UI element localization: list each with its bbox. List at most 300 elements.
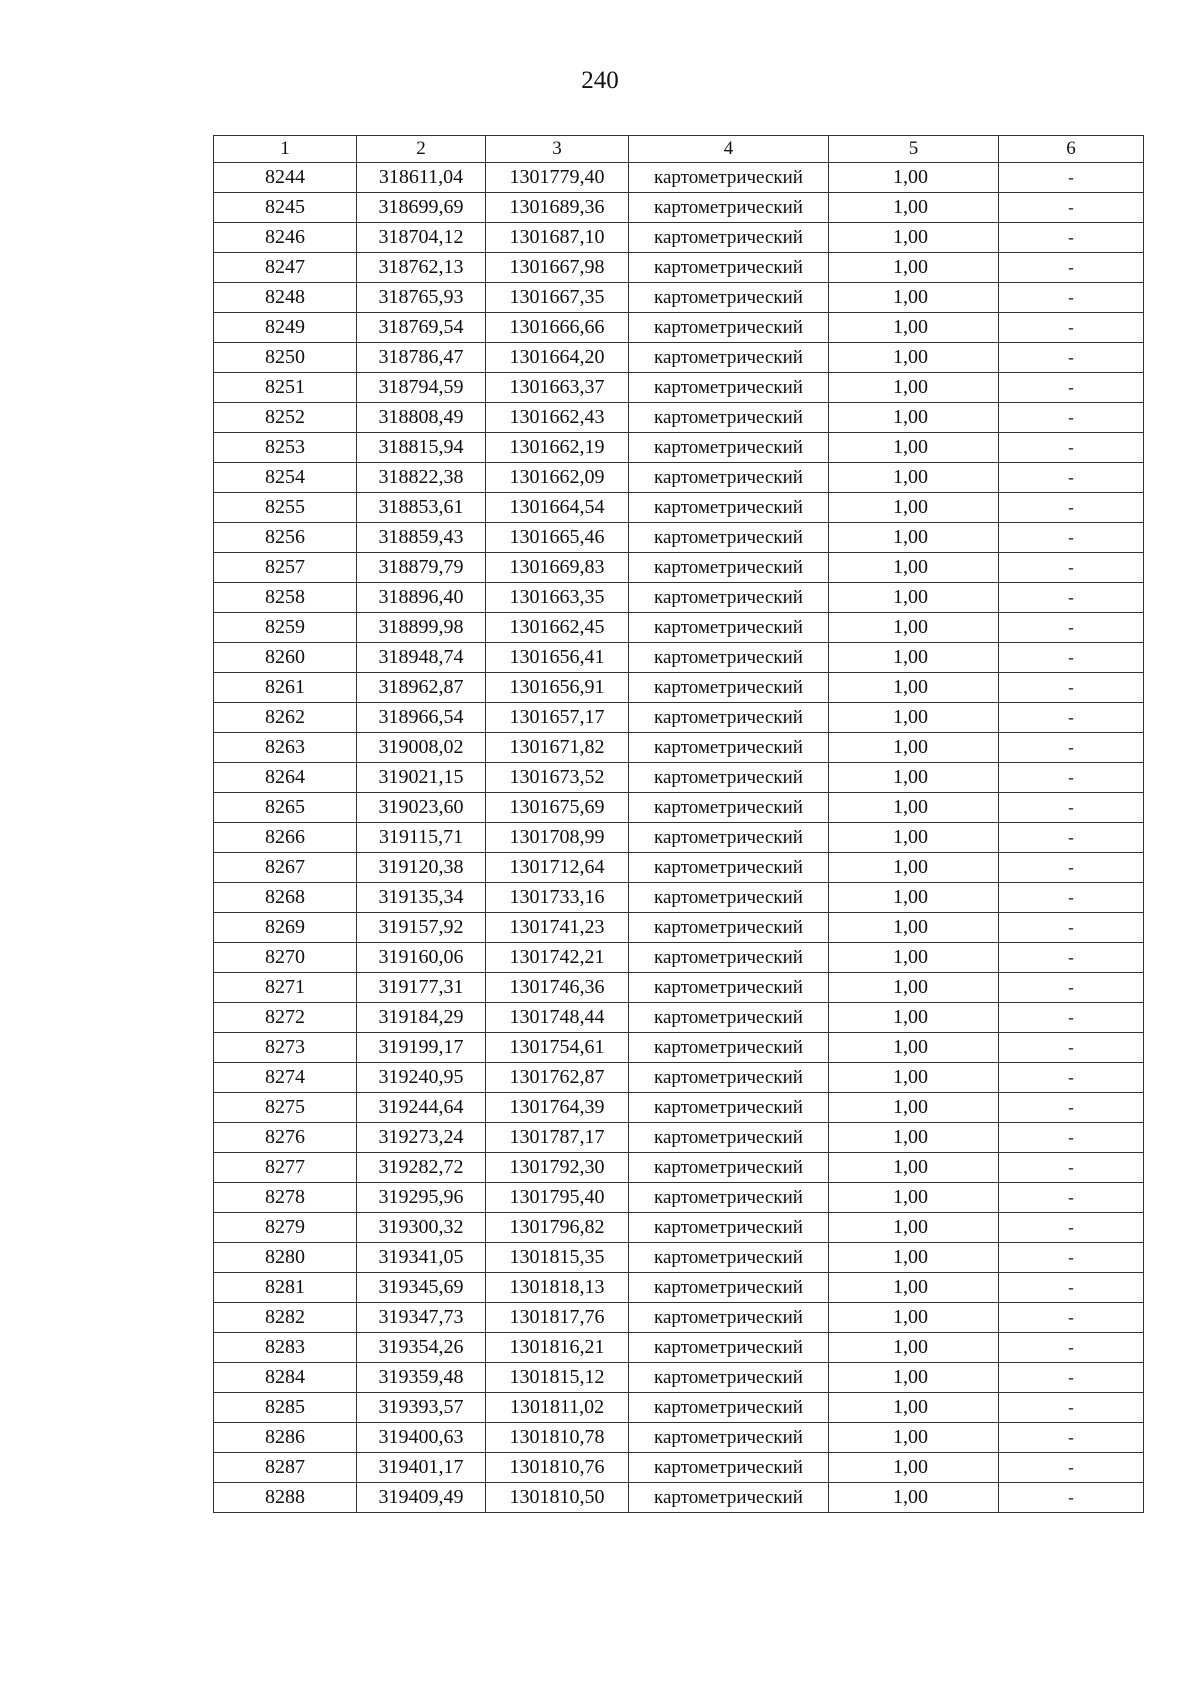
table-row xyxy=(214,583,1144,613)
accuracy-cell: 1,00 xyxy=(829,853,999,883)
accuracy-cell: 1,00 xyxy=(829,1153,999,1183)
x-coordinate-cell: 319120,38 xyxy=(357,853,486,883)
point-number-cell: 8254 xyxy=(214,463,357,493)
x-coordinate-cell: 319135,34 xyxy=(357,883,486,913)
point-number-cell: 8258 xyxy=(214,583,357,613)
x-coordinate-cell: 319240,95 xyxy=(357,1063,486,1093)
point-number-cell: 8277 xyxy=(214,1153,357,1183)
method-cell: картометрический xyxy=(629,793,829,823)
x-coordinate-cell: 319273,24 xyxy=(357,1123,486,1153)
x-coordinate-cell: 319347,73 xyxy=(357,1303,486,1333)
note-cell: - xyxy=(999,403,1144,433)
x-coordinate-cell: 318899,98 xyxy=(357,613,486,643)
table-row xyxy=(214,793,1144,823)
header-point-number: 1 xyxy=(214,136,357,163)
note-cell: - xyxy=(999,1123,1144,1153)
x-coordinate-cell: 318808,49 xyxy=(357,403,486,433)
note-cell: - xyxy=(999,1393,1144,1423)
method-cell: картометрический xyxy=(629,343,829,373)
y-coordinate-cell: 1301665,46 xyxy=(486,523,629,553)
note-cell: - xyxy=(999,373,1144,403)
accuracy-cell: 1,00 xyxy=(829,193,999,223)
y-coordinate-cell: 1301667,35 xyxy=(486,283,629,313)
point-number-cell: 8251 xyxy=(214,373,357,403)
accuracy-cell: 1,00 xyxy=(829,1003,999,1033)
method-cell: картометрический xyxy=(629,883,829,913)
x-coordinate-cell: 319359,48 xyxy=(357,1363,486,1393)
accuracy-cell: 1,00 xyxy=(829,1423,999,1453)
point-number-cell: 8261 xyxy=(214,673,357,703)
accuracy-cell: 1,00 xyxy=(829,793,999,823)
accuracy-cell: 1,00 xyxy=(829,613,999,643)
table-row xyxy=(214,763,1144,793)
x-coordinate-cell: 319021,15 xyxy=(357,763,486,793)
point-number-cell: 8271 xyxy=(214,973,357,1003)
table-row xyxy=(214,553,1144,583)
point-number-cell: 8260 xyxy=(214,643,357,673)
method-cell: картометрический xyxy=(629,1363,829,1393)
point-number-cell: 8249 xyxy=(214,313,357,343)
note-cell: - xyxy=(999,883,1144,913)
table-row xyxy=(214,463,1144,493)
point-number-cell: 8247 xyxy=(214,253,357,283)
y-coordinate-cell: 1301748,44 xyxy=(486,1003,629,1033)
x-coordinate-cell: 318704,12 xyxy=(357,223,486,253)
note-cell: - xyxy=(999,1033,1144,1063)
y-coordinate-cell: 1301817,76 xyxy=(486,1303,629,1333)
note-cell: - xyxy=(999,913,1144,943)
table-row xyxy=(214,1243,1144,1273)
x-coordinate-cell: 318769,54 xyxy=(357,313,486,343)
x-coordinate-cell: 319409,49 xyxy=(357,1483,486,1513)
table-row xyxy=(214,283,1144,313)
x-coordinate-cell: 319244,64 xyxy=(357,1093,486,1123)
y-coordinate-cell: 1301764,39 xyxy=(486,1093,629,1123)
x-coordinate-cell: 319008,02 xyxy=(357,733,486,763)
y-coordinate-cell: 1301792,30 xyxy=(486,1153,629,1183)
x-coordinate-cell: 319295,96 xyxy=(357,1183,486,1213)
note-cell: - xyxy=(999,1273,1144,1303)
y-coordinate-cell: 1301671,82 xyxy=(486,733,629,763)
accuracy-cell: 1,00 xyxy=(829,913,999,943)
table-row xyxy=(214,1483,1144,1513)
table-row xyxy=(214,313,1144,343)
note-cell: - xyxy=(999,283,1144,313)
x-coordinate-cell: 319184,29 xyxy=(357,1003,486,1033)
note-cell: - xyxy=(999,1243,1144,1273)
header-x-coordinate: 2 xyxy=(357,136,486,163)
header-note: 6 xyxy=(999,136,1144,163)
table-row xyxy=(214,1063,1144,1093)
table-row xyxy=(214,1153,1144,1183)
y-coordinate-cell: 1301662,43 xyxy=(486,403,629,433)
note-cell: - xyxy=(999,703,1144,733)
accuracy-cell: 1,00 xyxy=(829,703,999,733)
accuracy-cell: 1,00 xyxy=(829,1213,999,1243)
method-cell: картометрический xyxy=(629,1003,829,1033)
x-coordinate-cell: 319354,26 xyxy=(357,1333,486,1363)
point-number-cell: 8276 xyxy=(214,1123,357,1153)
point-number-cell: 8286 xyxy=(214,1423,357,1453)
accuracy-cell: 1,00 xyxy=(829,403,999,433)
y-coordinate-cell: 1301664,54 xyxy=(486,493,629,523)
method-cell: картометрический xyxy=(629,1153,829,1183)
table-row xyxy=(214,163,1144,193)
y-coordinate-cell: 1301742,21 xyxy=(486,943,629,973)
table-row xyxy=(214,253,1144,283)
accuracy-cell: 1,00 xyxy=(829,523,999,553)
table-row xyxy=(214,1333,1144,1363)
point-number-cell: 8284 xyxy=(214,1363,357,1393)
point-number-cell: 8246 xyxy=(214,223,357,253)
method-cell: картометрический xyxy=(629,583,829,613)
accuracy-cell: 1,00 xyxy=(829,1183,999,1213)
table-row xyxy=(214,343,1144,373)
point-number-cell: 8255 xyxy=(214,493,357,523)
accuracy-cell: 1,00 xyxy=(829,643,999,673)
table-row xyxy=(214,1003,1144,1033)
table-row xyxy=(214,1393,1144,1423)
x-coordinate-cell: 318765,93 xyxy=(357,283,486,313)
method-cell: картометрический xyxy=(629,433,829,463)
y-coordinate-cell: 1301746,36 xyxy=(486,973,629,1003)
note-cell: - xyxy=(999,1363,1144,1393)
point-number-cell: 8256 xyxy=(214,523,357,553)
accuracy-cell: 1,00 xyxy=(829,1273,999,1303)
method-cell: картометрический xyxy=(629,493,829,523)
point-number-cell: 8257 xyxy=(214,553,357,583)
note-cell: - xyxy=(999,643,1144,673)
accuracy-cell: 1,00 xyxy=(829,973,999,1003)
table-row xyxy=(214,643,1144,673)
method-cell: картометрический xyxy=(629,1213,829,1243)
point-number-cell: 8280 xyxy=(214,1243,357,1273)
y-coordinate-cell: 1301815,35 xyxy=(486,1243,629,1273)
y-coordinate-cell: 1301662,45 xyxy=(486,613,629,643)
note-cell: - xyxy=(999,1333,1144,1363)
method-cell: картометрический xyxy=(629,1123,829,1153)
method-cell: картометрический xyxy=(629,223,829,253)
note-cell: - xyxy=(999,193,1144,223)
x-coordinate-cell: 319401,17 xyxy=(357,1453,486,1483)
point-number-cell: 8266 xyxy=(214,823,357,853)
table-row xyxy=(214,1123,1144,1153)
table-row xyxy=(214,1213,1144,1243)
y-coordinate-cell: 1301810,78 xyxy=(486,1423,629,1453)
y-coordinate-cell: 1301815,12 xyxy=(486,1363,629,1393)
table-row xyxy=(214,733,1144,763)
note-cell: - xyxy=(999,1183,1144,1213)
point-number-cell: 8282 xyxy=(214,1303,357,1333)
x-coordinate-cell: 318948,74 xyxy=(357,643,486,673)
note-cell: - xyxy=(999,1213,1144,1243)
table-row xyxy=(214,1273,1144,1303)
method-cell: картометрический xyxy=(629,313,829,343)
y-coordinate-cell: 1301795,40 xyxy=(486,1183,629,1213)
point-number-cell: 8279 xyxy=(214,1213,357,1243)
y-coordinate-cell: 1301712,64 xyxy=(486,853,629,883)
accuracy-cell: 1,00 xyxy=(829,253,999,283)
accuracy-cell: 1,00 xyxy=(829,433,999,463)
table-row xyxy=(214,703,1144,733)
x-coordinate-cell: 318699,69 xyxy=(357,193,486,223)
method-cell: картометрический xyxy=(629,193,829,223)
accuracy-cell: 1,00 xyxy=(829,1063,999,1093)
table-row xyxy=(214,403,1144,433)
point-number-cell: 8287 xyxy=(214,1453,357,1483)
table-row xyxy=(214,883,1144,913)
point-number-cell: 8250 xyxy=(214,343,357,373)
accuracy-cell: 1,00 xyxy=(829,1303,999,1333)
x-coordinate-cell: 318794,59 xyxy=(357,373,486,403)
method-cell: картометрический xyxy=(629,613,829,643)
point-number-cell: 8283 xyxy=(214,1333,357,1363)
x-coordinate-cell: 318896,40 xyxy=(357,583,486,613)
x-coordinate-cell: 319282,72 xyxy=(357,1153,486,1183)
accuracy-cell: 1,00 xyxy=(829,373,999,403)
note-cell: - xyxy=(999,1453,1144,1483)
y-coordinate-cell: 1301762,87 xyxy=(486,1063,629,1093)
table-row xyxy=(214,193,1144,223)
accuracy-cell: 1,00 xyxy=(829,1453,999,1483)
accuracy-cell: 1,00 xyxy=(829,1123,999,1153)
method-cell: картометрический xyxy=(629,973,829,1003)
table-row xyxy=(214,493,1144,523)
page-number: 240 xyxy=(581,67,619,94)
point-number-cell: 8244 xyxy=(214,163,357,193)
y-coordinate-cell: 1301663,37 xyxy=(486,373,629,403)
note-cell: - xyxy=(999,1063,1144,1093)
method-cell: картометрический xyxy=(629,553,829,583)
accuracy-cell: 1,00 xyxy=(829,823,999,853)
method-cell: картометрический xyxy=(629,1393,829,1423)
accuracy-cell: 1,00 xyxy=(829,733,999,763)
accuracy-cell: 1,00 xyxy=(829,283,999,313)
note-cell: - xyxy=(999,763,1144,793)
note-cell: - xyxy=(999,973,1144,1003)
y-coordinate-cell: 1301811,02 xyxy=(486,1393,629,1423)
y-coordinate-cell: 1301816,21 xyxy=(486,1333,629,1363)
note-cell: - xyxy=(999,463,1144,493)
accuracy-cell: 1,00 xyxy=(829,493,999,523)
y-coordinate-cell: 1301664,20 xyxy=(486,343,629,373)
note-cell: - xyxy=(999,673,1144,703)
x-coordinate-cell: 319393,57 xyxy=(357,1393,486,1423)
note-cell: - xyxy=(999,613,1144,643)
y-coordinate-cell: 1301675,69 xyxy=(486,793,629,823)
x-coordinate-cell: 318611,04 xyxy=(357,163,486,193)
table-row xyxy=(214,823,1144,853)
note-cell: - xyxy=(999,253,1144,283)
note-cell: - xyxy=(999,433,1144,463)
x-coordinate-cell: 318815,94 xyxy=(357,433,486,463)
x-coordinate-cell: 318853,61 xyxy=(357,493,486,523)
x-coordinate-cell: 319177,31 xyxy=(357,973,486,1003)
note-cell: - xyxy=(999,1423,1144,1453)
accuracy-cell: 1,00 xyxy=(829,763,999,793)
accuracy-cell: 1,00 xyxy=(829,463,999,493)
point-number-cell: 8252 xyxy=(214,403,357,433)
note-cell: - xyxy=(999,583,1144,613)
point-number-cell: 8285 xyxy=(214,1393,357,1423)
method-cell: картометрический xyxy=(629,463,829,493)
table-header xyxy=(214,136,1144,163)
y-coordinate-cell: 1301663,35 xyxy=(486,583,629,613)
table-row xyxy=(214,913,1144,943)
accuracy-cell: 1,00 xyxy=(829,163,999,193)
method-cell: картометрический xyxy=(629,943,829,973)
method-cell: картометрический xyxy=(629,913,829,943)
y-coordinate-cell: 1301787,17 xyxy=(486,1123,629,1153)
method-cell: картометрический xyxy=(629,523,829,553)
table-row xyxy=(214,1453,1144,1483)
x-coordinate-cell: 319023,60 xyxy=(357,793,486,823)
header-row xyxy=(214,136,1144,163)
point-number-cell: 8278 xyxy=(214,1183,357,1213)
point-number-cell: 8270 xyxy=(214,943,357,973)
x-coordinate-cell: 318962,87 xyxy=(357,673,486,703)
point-number-cell: 8248 xyxy=(214,283,357,313)
method-cell: картометрический xyxy=(629,1183,829,1213)
y-coordinate-cell: 1301818,13 xyxy=(486,1273,629,1303)
x-coordinate-cell: 319199,17 xyxy=(357,1033,486,1063)
table-row xyxy=(214,1183,1144,1213)
accuracy-cell: 1,00 xyxy=(829,1483,999,1513)
method-cell: картометрический xyxy=(629,403,829,433)
method-cell: картометрический xyxy=(629,1063,829,1093)
table-row xyxy=(214,373,1144,403)
method-cell: картометрический xyxy=(629,163,829,193)
x-coordinate-cell: 319345,69 xyxy=(357,1273,486,1303)
y-coordinate-cell: 1301657,17 xyxy=(486,703,629,733)
table-body xyxy=(214,163,1144,1513)
y-coordinate-cell: 1301687,10 xyxy=(486,223,629,253)
header-accuracy: 5 xyxy=(829,136,999,163)
method-cell: картометрический xyxy=(629,1093,829,1123)
y-coordinate-cell: 1301656,41 xyxy=(486,643,629,673)
note-cell: - xyxy=(999,1483,1144,1513)
note-cell: - xyxy=(999,313,1144,343)
point-number-cell: 8265 xyxy=(214,793,357,823)
x-coordinate-cell: 318966,54 xyxy=(357,703,486,733)
table-row xyxy=(214,523,1144,553)
y-coordinate-cell: 1301662,09 xyxy=(486,463,629,493)
method-cell: картометрический xyxy=(629,1483,829,1513)
table-row xyxy=(214,853,1144,883)
y-coordinate-cell: 1301662,19 xyxy=(486,433,629,463)
header-y-coordinate: 3 xyxy=(486,136,629,163)
note-cell: - xyxy=(999,853,1144,883)
accuracy-cell: 1,00 xyxy=(829,583,999,613)
note-cell: - xyxy=(999,343,1144,373)
note-cell: - xyxy=(999,1093,1144,1123)
table-row xyxy=(214,223,1144,253)
y-coordinate-cell: 1301754,61 xyxy=(486,1033,629,1063)
method-cell: картометрический xyxy=(629,1333,829,1363)
method-cell: картометрический xyxy=(629,673,829,703)
method-cell: картометрический xyxy=(629,1273,829,1303)
y-coordinate-cell: 1301733,16 xyxy=(486,883,629,913)
table-row xyxy=(214,1363,1144,1393)
method-cell: картометрический xyxy=(629,283,829,313)
method-cell: картометрический xyxy=(629,1303,829,1333)
y-coordinate-cell: 1301741,23 xyxy=(486,913,629,943)
table-row xyxy=(214,433,1144,463)
method-cell: картометрический xyxy=(629,1033,829,1063)
method-cell: картометрический xyxy=(629,823,829,853)
note-cell: - xyxy=(999,1303,1144,1333)
accuracy-cell: 1,00 xyxy=(829,1093,999,1123)
accuracy-cell: 1,00 xyxy=(829,943,999,973)
note-cell: - xyxy=(999,943,1144,973)
point-number-cell: 8269 xyxy=(214,913,357,943)
accuracy-cell: 1,00 xyxy=(829,1033,999,1063)
method-cell: картометрический xyxy=(629,733,829,763)
accuracy-cell: 1,00 xyxy=(829,553,999,583)
accuracy-cell: 1,00 xyxy=(829,1243,999,1273)
y-coordinate-cell: 1301810,76 xyxy=(486,1453,629,1483)
y-coordinate-cell: 1301708,99 xyxy=(486,823,629,853)
point-number-cell: 8253 xyxy=(214,433,357,463)
note-cell: - xyxy=(999,1003,1144,1033)
y-coordinate-cell: 1301779,40 xyxy=(486,163,629,193)
table-row xyxy=(214,1033,1144,1063)
x-coordinate-cell: 318822,38 xyxy=(357,463,486,493)
x-coordinate-cell: 319300,32 xyxy=(357,1213,486,1243)
table-row xyxy=(214,1423,1144,1453)
note-cell: - xyxy=(999,793,1144,823)
method-cell: картометрический xyxy=(629,703,829,733)
header-method: 4 xyxy=(629,136,829,163)
accuracy-cell: 1,00 xyxy=(829,343,999,373)
point-number-cell: 8288 xyxy=(214,1483,357,1513)
note-cell: - xyxy=(999,523,1144,553)
table-row xyxy=(214,673,1144,703)
y-coordinate-cell: 1301667,98 xyxy=(486,253,629,283)
method-cell: картометрический xyxy=(629,1453,829,1483)
method-cell: картометрический xyxy=(629,763,829,793)
accuracy-cell: 1,00 xyxy=(829,673,999,703)
point-number-cell: 8263 xyxy=(214,733,357,763)
point-number-cell: 8281 xyxy=(214,1273,357,1303)
accuracy-cell: 1,00 xyxy=(829,1393,999,1423)
x-coordinate-cell: 319160,06 xyxy=(357,943,486,973)
point-number-cell: 8245 xyxy=(214,193,357,223)
accuracy-cell: 1,00 xyxy=(829,1333,999,1363)
accuracy-cell: 1,00 xyxy=(829,223,999,253)
point-number-cell: 8267 xyxy=(214,853,357,883)
accuracy-cell: 1,00 xyxy=(829,313,999,343)
method-cell: картометрический xyxy=(629,1243,829,1273)
table-row xyxy=(214,1303,1144,1333)
method-cell: картометрический xyxy=(629,253,829,283)
x-coordinate-cell: 319341,05 xyxy=(357,1243,486,1273)
y-coordinate-cell: 1301689,36 xyxy=(486,193,629,223)
coordinates-table-container xyxy=(213,135,1143,1513)
x-coordinate-cell: 318859,43 xyxy=(357,523,486,553)
accuracy-cell: 1,00 xyxy=(829,883,999,913)
method-cell: картометрический xyxy=(629,1423,829,1453)
note-cell: - xyxy=(999,223,1144,253)
note-cell: - xyxy=(999,823,1144,853)
point-number-cell: 8274 xyxy=(214,1063,357,1093)
note-cell: - xyxy=(999,163,1144,193)
table-row xyxy=(214,943,1144,973)
method-cell: картометрический xyxy=(629,373,829,403)
note-cell: - xyxy=(999,493,1144,523)
x-coordinate-cell: 318879,79 xyxy=(357,553,486,583)
y-coordinate-cell: 1301810,50 xyxy=(486,1483,629,1513)
